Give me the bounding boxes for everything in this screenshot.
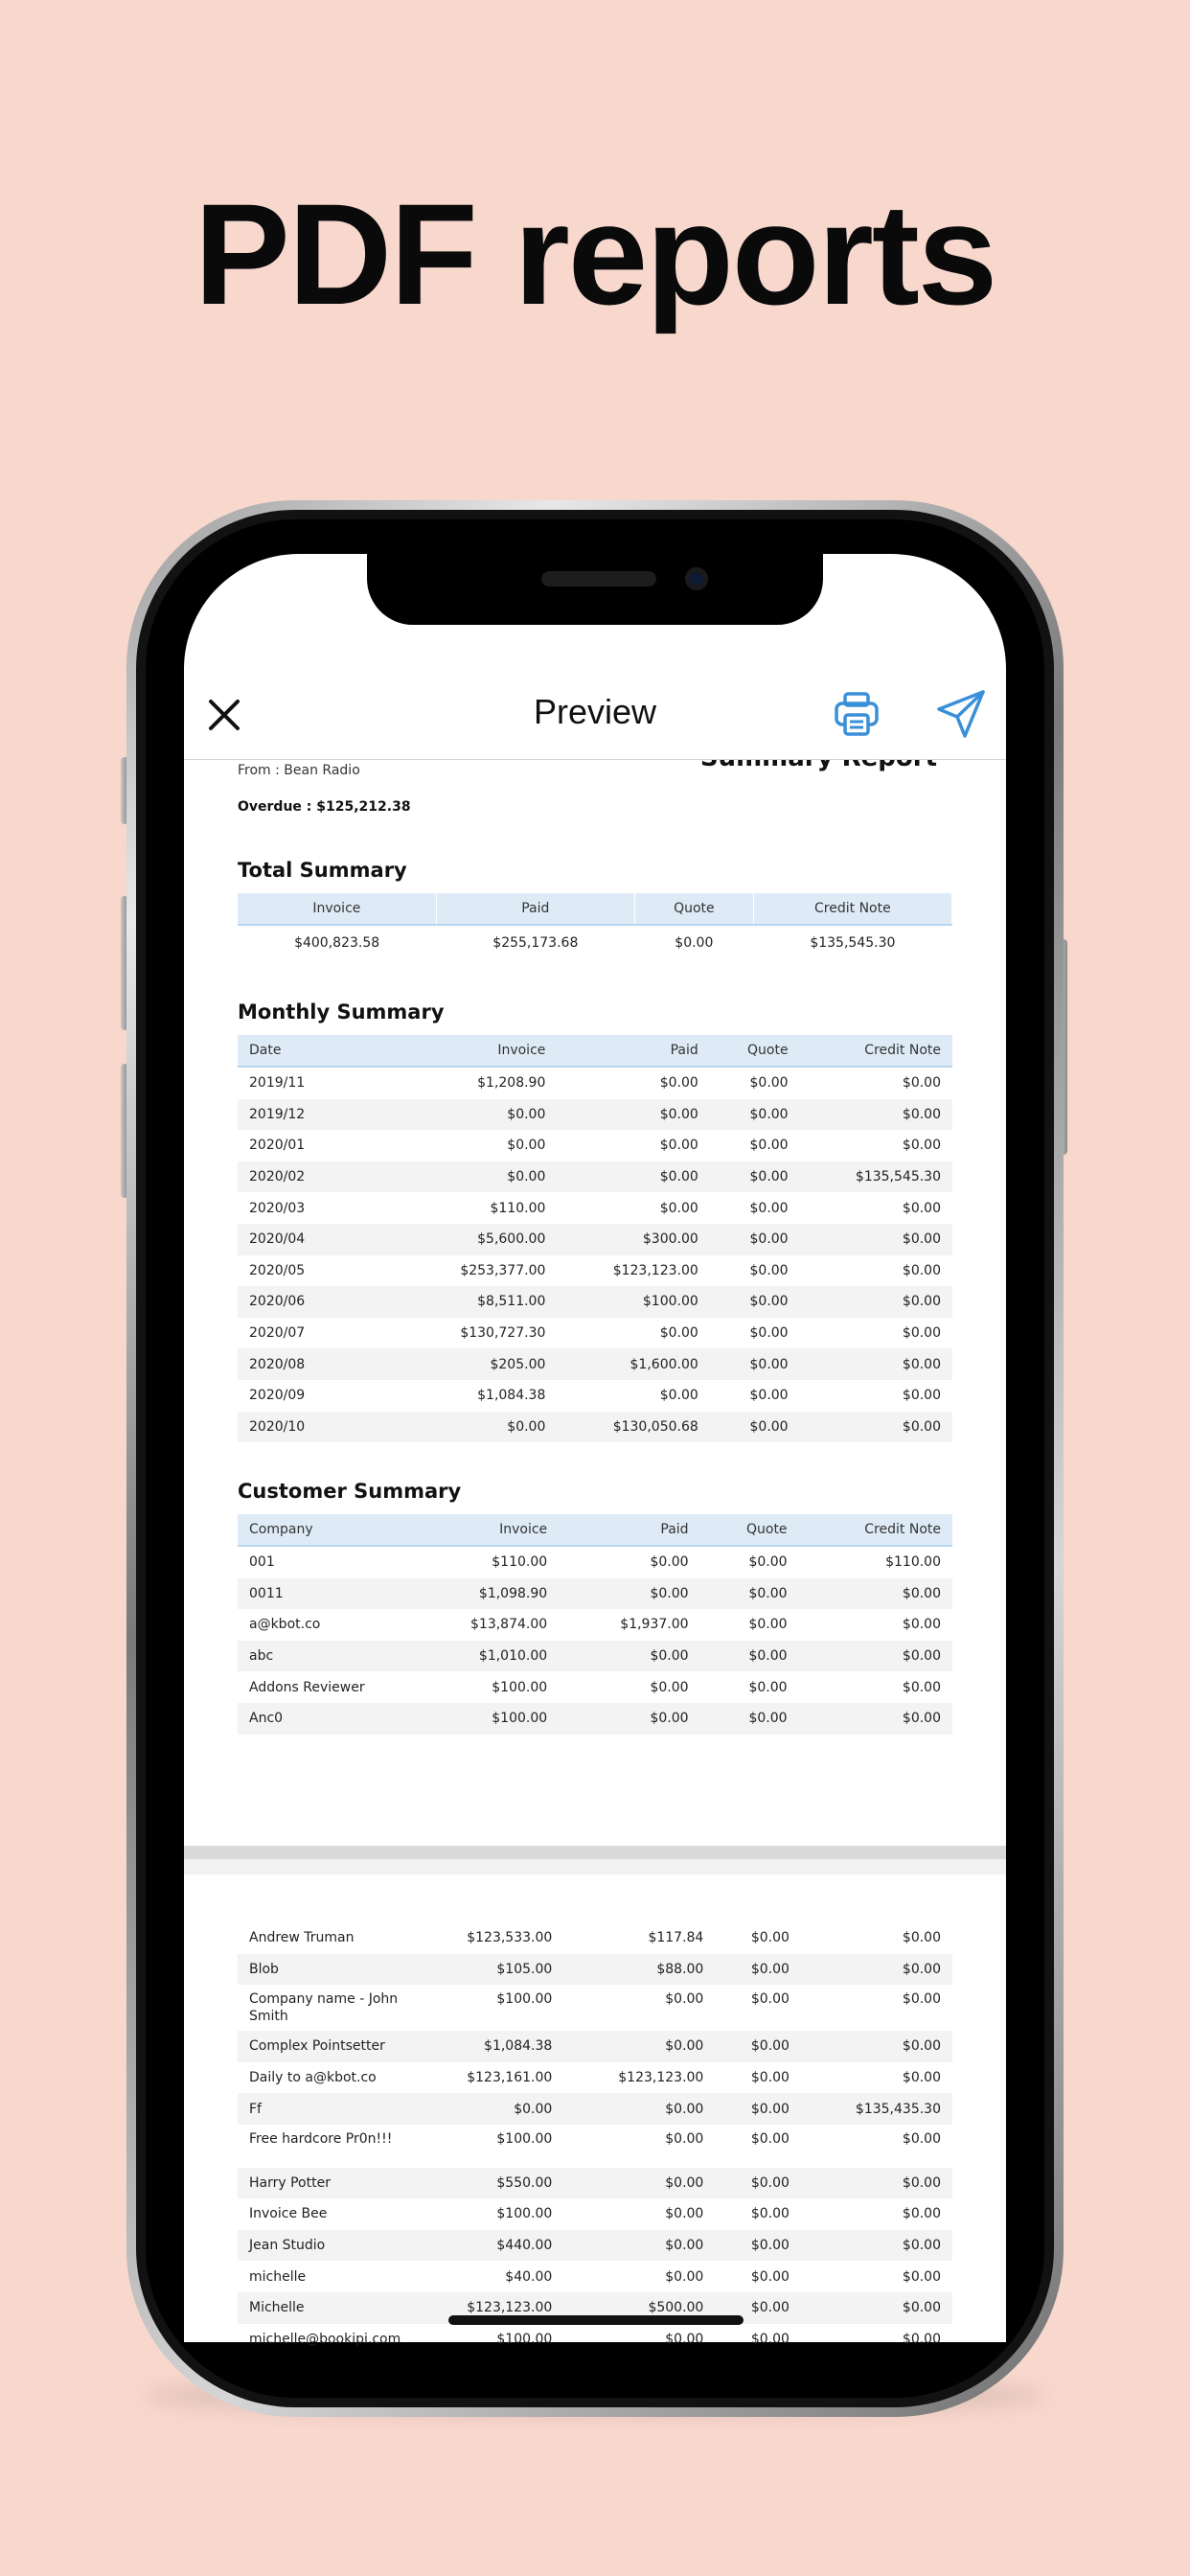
row-value: $0.00 — [749, 1138, 789, 1154]
customer-summary-table — [238, 1514, 952, 1735]
row-value: $0.00 — [665, 2206, 704, 2222]
row-label: 2020/05 — [249, 1262, 306, 1278]
row-value: $0.00 — [710, 1162, 800, 1193]
table-row — [238, 1067, 952, 1099]
row-value: $0.00 — [800, 1348, 952, 1380]
table-row — [238, 2125, 952, 2168]
row-value: $0.00 — [902, 1200, 941, 1216]
print-button[interactable] — [834, 690, 880, 742]
row-value: $0.00 — [799, 1578, 952, 1610]
row-value: $0.00 — [563, 2031, 715, 2062]
table-header: Quote — [700, 1514, 799, 1546]
table-row — [238, 2062, 952, 2094]
row-label: Complex Pointsetter — [238, 2031, 412, 2062]
table-header: Paid — [557, 1035, 709, 1067]
table-header: Quote — [710, 1035, 800, 1067]
table-row — [238, 1578, 952, 1610]
camera — [685, 567, 708, 590]
row-value: $440.00 — [412, 2230, 563, 2262]
row-label: 2020/06 — [238, 1286, 404, 1318]
table-row — [238, 1286, 952, 1318]
row-value: $110.00 — [492, 1554, 548, 1571]
row-value: $5,600.00 — [404, 1224, 557, 1255]
row-value: $550.00 — [412, 2168, 563, 2199]
row-value: $0.00 — [902, 1075, 941, 1092]
row-value: $0.00 — [650, 1554, 689, 1571]
row-label: Jean Studio — [238, 2230, 412, 2262]
row-value: $0.00 — [750, 1991, 790, 2008]
row-label: a@kbot.co — [249, 1617, 321, 1633]
row-value: $0.00 — [710, 1348, 800, 1380]
table-header: Company — [238, 1514, 404, 1546]
row-value: $0.00 — [800, 1412, 952, 1443]
row-label: Addons Reviewer — [249, 1679, 365, 1695]
row-value: $40.00 — [505, 2268, 553, 2285]
row-value: $0.00 — [902, 1138, 941, 1154]
row-value: $0.00 — [902, 1930, 941, 1946]
row-label: Harry Potter — [238, 2168, 412, 2199]
row-value: $0.00 — [559, 1641, 699, 1672]
table-header: Paid — [559, 1514, 699, 1546]
row-value: $0.00 — [700, 1641, 799, 1672]
row-label: 2020/07 — [249, 1325, 306, 1342]
row-value: $123,161.00 — [467, 2070, 553, 2086]
row-value: $1,208.90 — [477, 1075, 546, 1092]
row-value: $0.00 — [799, 1703, 952, 1735]
row-label: abc — [238, 1641, 404, 1672]
row-value: $0.00 — [749, 1325, 789, 1342]
row-value: $0.00 — [710, 1224, 800, 1255]
row-value: $0.00 — [749, 1200, 789, 1216]
total-summary-table — [238, 893, 952, 960]
row-value: $0.00 — [801, 2230, 952, 2262]
row-label: 2020/09 — [249, 1388, 306, 1404]
row-value: $0.00 — [404, 1412, 557, 1443]
row-value: $100.00 — [496, 2331, 553, 2347]
table-row — [238, 1130, 952, 1162]
row-label: Free hardcore Pr0n!!! — [249, 2130, 393, 2147]
row-value: $0.00 — [902, 1325, 941, 1342]
page-break — [184, 1846, 1006, 1874]
total-credit-note: $135,545.30 — [753, 925, 951, 960]
row-value: $0.00 — [750, 2130, 790, 2147]
row-label: Michelle — [238, 2292, 412, 2324]
row-value: $0.00 — [404, 1099, 557, 1131]
row-label: Daily to a@kbot.co — [249, 2070, 377, 2086]
row-value: $205.00 — [404, 1348, 557, 1380]
row-value: $253,377.00 — [460, 1262, 546, 1278]
table-row — [238, 2261, 952, 2292]
nav-title: Preview — [533, 692, 657, 731]
row-value: $110.00 — [490, 1200, 546, 1216]
row-value: $0.00 — [659, 1075, 698, 1092]
table-header: Quote — [634, 893, 753, 925]
table-row — [238, 1671, 952, 1703]
row-value: $0.00 — [659, 1325, 698, 1342]
row-value: $123,123.00 — [618, 2070, 704, 2086]
row-value: $0.00 — [902, 2070, 941, 2086]
customer-rows — [238, 1546, 952, 1735]
row-value: $0.00 — [750, 2206, 790, 2222]
table-header: Invoice — [404, 1035, 557, 1067]
row-value: $0.00 — [715, 2292, 801, 2324]
row-value: $0.00 — [557, 1099, 709, 1131]
print-icon — [834, 690, 880, 738]
row-value: $0.00 — [563, 2168, 715, 2199]
report-from: From : Bean Radio — [238, 763, 360, 778]
table-row — [238, 925, 952, 960]
row-value: $0.00 — [748, 1679, 788, 1695]
row-label: Blob — [238, 1954, 412, 1986]
row-label: michelle — [249, 2268, 307, 2285]
row-value: $0.00 — [902, 2130, 941, 2147]
table-row — [238, 1703, 952, 1735]
row-value: $100.00 — [496, 2206, 553, 2222]
row-value: $100.00 — [496, 1991, 553, 2008]
total-paid: $255,173.68 — [436, 925, 634, 960]
row-value: $0.00 — [710, 1099, 800, 1131]
row-value: $0.00 — [749, 1075, 789, 1092]
table-row — [238, 2198, 952, 2230]
row-label: 2020/04 — [238, 1224, 404, 1255]
row-value: $0.00 — [750, 1930, 790, 1946]
table-row — [238, 1546, 952, 1578]
customer-summary-title: Customer Summary — [238, 1480, 462, 1503]
monthly-rows — [238, 1067, 952, 1442]
row-value: $110.00 — [885, 1554, 941, 1571]
row-value: $0.00 — [710, 1286, 800, 1318]
table-header: Date — [238, 1035, 404, 1067]
table-row — [238, 1224, 952, 1255]
row-value: $100.00 — [404, 1703, 559, 1735]
row-value: $0.00 — [800, 1224, 952, 1255]
row-value: $0.00 — [750, 2268, 790, 2285]
table-row — [238, 1922, 952, 1954]
row-value: $300.00 — [557, 1224, 709, 1255]
home-indicator[interactable] — [448, 2315, 744, 2325]
row-value: $130,050.68 — [557, 1412, 709, 1443]
row-label: 2020/08 — [238, 1348, 404, 1380]
notch — [367, 554, 823, 625]
row-value: $0.00 — [750, 2070, 790, 2086]
monthly-summary-table — [238, 1035, 952, 1442]
row-value: $1,098.90 — [404, 1578, 559, 1610]
row-value: $105.00 — [412, 1954, 563, 1986]
row-label: 2020/01 — [249, 1138, 306, 1154]
row-label: 2020/02 — [238, 1162, 404, 1193]
row-value: $100.00 — [496, 2130, 553, 2147]
row-label: Andrew Truman — [249, 1930, 355, 1946]
table-row — [238, 2031, 952, 2062]
row-value: $0.00 — [902, 1679, 941, 1695]
row-value: $0.00 — [659, 1138, 698, 1154]
table-row — [238, 2168, 952, 2199]
row-value: $0.00 — [799, 1641, 952, 1672]
row-value: $130,727.30 — [460, 1325, 546, 1342]
row-value: $0.00 — [902, 1262, 941, 1278]
row-value: $100.00 — [492, 1679, 548, 1695]
overdue-amount: Overdue : $125,212.38 — [238, 799, 411, 815]
row-value: $0.00 — [801, 2031, 952, 2062]
send-button[interactable] — [935, 688, 987, 744]
row-value: $0.00 — [659, 1200, 698, 1216]
row-value: $1,937.00 — [620, 1617, 689, 1633]
row-value: $0.00 — [665, 2130, 704, 2147]
row-value: $0.00 — [710, 1412, 800, 1443]
row-value: $1,084.38 — [412, 2031, 563, 2062]
row-label: 2019/12 — [238, 1099, 404, 1131]
row-value: $0.00 — [665, 2331, 704, 2347]
row-value: $0.00 — [715, 2031, 801, 2062]
row-value: $100.00 — [557, 1286, 709, 1318]
table-row — [238, 1255, 952, 1287]
table-row — [238, 1099, 952, 1131]
row-value: $1,010.00 — [404, 1641, 559, 1672]
row-value: $0.00 — [902, 2206, 941, 2222]
row-value: $0.00 — [559, 1703, 699, 1735]
row-label: Ff — [238, 2093, 412, 2125]
table-row — [238, 2324, 952, 2356]
row-value: $0.00 — [902, 1388, 941, 1404]
row-value: $0.00 — [801, 2168, 952, 2199]
row-value: $123,533.00 — [467, 1930, 553, 1946]
row-value: $123,123.00 — [412, 2292, 563, 2324]
row-value: $0.00 — [902, 2331, 941, 2347]
total-invoice: $400,823.58 — [238, 925, 436, 960]
table-row — [238, 1348, 952, 1380]
row-value: $0.00 — [700, 1703, 799, 1735]
row-value: $0.00 — [665, 1991, 704, 2008]
row-value: $500.00 — [563, 2292, 715, 2324]
row-value: $117.84 — [648, 1930, 704, 1946]
row-value: $0.00 — [715, 2093, 801, 2125]
table-header: Invoice — [238, 893, 436, 925]
row-value: $0.00 — [800, 1286, 952, 1318]
table-row — [238, 2230, 952, 2262]
row-value: $0.00 — [902, 2268, 941, 2285]
table-row — [238, 1985, 952, 2031]
table-header: Paid — [436, 893, 634, 925]
row-value: $0.00 — [715, 2168, 801, 2199]
table-header: Credit Note — [799, 1514, 952, 1546]
row-value: $1,084.38 — [477, 1388, 546, 1404]
customer-rows-continued — [238, 1922, 952, 2355]
row-value: $0.00 — [748, 1554, 788, 1571]
row-value: $0.00 — [800, 1099, 952, 1131]
row-value: $0.00 — [563, 2093, 715, 2125]
row-value: $0.00 — [557, 1162, 709, 1193]
row-value: $0.00 — [715, 1954, 801, 1986]
row-value: $0.00 — [665, 2268, 704, 2285]
row-value: $123,123.00 — [612, 1262, 698, 1278]
row-value: $13,874.00 — [470, 1617, 548, 1633]
row-value: $0.00 — [404, 1162, 557, 1193]
row-label: Company name - John Smith — [249, 1991, 399, 2025]
row-value: $135,435.30 — [801, 2093, 952, 2125]
row-label: 001 — [249, 1554, 275, 1571]
phone-screen — [184, 554, 1006, 2347]
pdf-document[interactable] — [184, 753, 1006, 2347]
row-label: michelle@bookipi.com — [249, 2331, 401, 2347]
row-value: $0.00 — [559, 1578, 699, 1610]
total-summary-title: Total Summary — [238, 859, 407, 882]
table-row — [238, 1162, 952, 1193]
row-label: 0011 — [238, 1578, 404, 1610]
row-value: $0.00 — [563, 2230, 715, 2262]
row-value: $0.00 — [412, 2093, 563, 2125]
headline: PDF reports — [194, 173, 996, 334]
row-value: $0.00 — [748, 1617, 788, 1633]
table-row — [238, 1380, 952, 1412]
row-value: $0.00 — [750, 2331, 790, 2347]
table-header: Credit Note — [800, 1035, 952, 1067]
row-value: $135,545.30 — [800, 1162, 952, 1193]
send-icon — [935, 688, 987, 740]
row-label: 2020/03 — [249, 1200, 306, 1216]
row-value: $0.00 — [801, 2292, 952, 2324]
row-value: $0.00 — [650, 1679, 689, 1695]
table-header: Invoice — [404, 1514, 559, 1546]
row-value: $0.00 — [801, 1954, 952, 1986]
customer-summary-table-continued — [238, 1922, 952, 2355]
table-row — [238, 1318, 952, 1349]
row-label: 2020/10 — [238, 1412, 404, 1443]
row-value: $0.00 — [715, 2230, 801, 2262]
table-row — [238, 1192, 952, 1224]
speaker — [541, 571, 656, 586]
row-value: $0.00 — [902, 1991, 941, 2008]
row-label: 2019/11 — [249, 1075, 306, 1092]
row-value: $8,511.00 — [404, 1286, 557, 1318]
row-value: $88.00 — [563, 1954, 715, 1986]
row-label: Anc0 — [238, 1703, 404, 1735]
table-row — [238, 1609, 952, 1641]
row-value: $0.00 — [659, 1388, 698, 1404]
row-value: $1,600.00 — [557, 1348, 709, 1380]
table-row — [238, 1641, 952, 1672]
row-value: $0.00 — [507, 1138, 546, 1154]
monthly-summary-title: Monthly Summary — [238, 1000, 445, 1024]
table-row — [238, 1954, 952, 1986]
row-value: $0.00 — [700, 1578, 799, 1610]
table-header: Credit Note — [753, 893, 951, 925]
row-value: $0.00 — [749, 1388, 789, 1404]
table-row — [238, 2093, 952, 2125]
row-value: $0.00 — [749, 1262, 789, 1278]
total-quote: $0.00 — [634, 925, 753, 960]
navigation-bar — [184, 667, 1006, 760]
row-label: Invoice Bee — [249, 2206, 328, 2222]
row-value: $0.00 — [902, 1617, 941, 1633]
table-row — [238, 1412, 952, 1443]
